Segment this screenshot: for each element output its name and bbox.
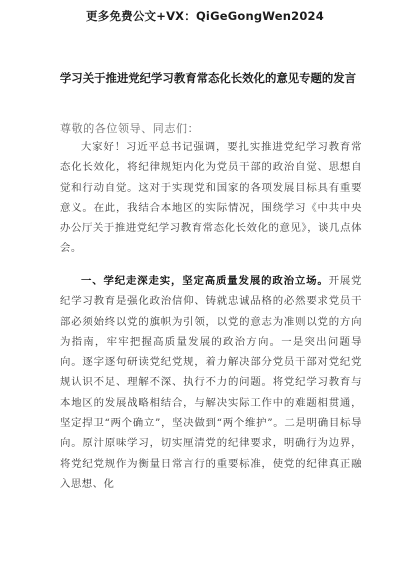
point-one-paragraph [60,271,362,494]
point-one-body: 开展党纪学习教育是强化政治信仰、铸就忠诚品格的必然要求党员干部必须始终以党的旗帜为引领，以党的意志为准则以党的方向为指南，牢牢把握高质量发展的政治方向。一是突出问题导向。逐字逐句研读党纪党规，着力解决部分党员干部对党纪党规认识不足、理解不深、执行不力的问题。将党纪学习教育与本地区的发展战略相结合，与解决实际工作中的难题相贯通，坚定捍卫“两个确立”，坚决做到“两个维护”。二是明确目标导向。原汁原味学习，切实厘清党的纪律要求，明确行为边界，将党纪党规作为衡量日常言行的重要标准，使党的纪律真正融入思想、化 [60,275,363,490]
intro-paragraph: 大家好！习近平总书记强调，要扎实推进党纪学习教育常态化长效化，将纪律规矩内化为党员干部的政治自觉、思想自觉和行动自觉。这对于实现党和国家的各项发展目标具有重要意义。在此，我结合本地区的实际情况，围绕学习《中共中央办公厅关于推进党纪学习教育常态化长效化的意见》，谈几点体会。 [60,141,362,255]
promo-banner: 更多免费公文+VX：QiGeGongWen2024 [86,9,324,23]
salutation: 尊敬的各位领导、同志们： [60,122,200,135]
point-one-heading: 一、学纪走深走实，坚定高质量发展的政治立场。 [81,275,329,287]
document-title: 学习关于推进党纪学习教育常态化长效化的意见专题的发言 [59,71,357,85]
